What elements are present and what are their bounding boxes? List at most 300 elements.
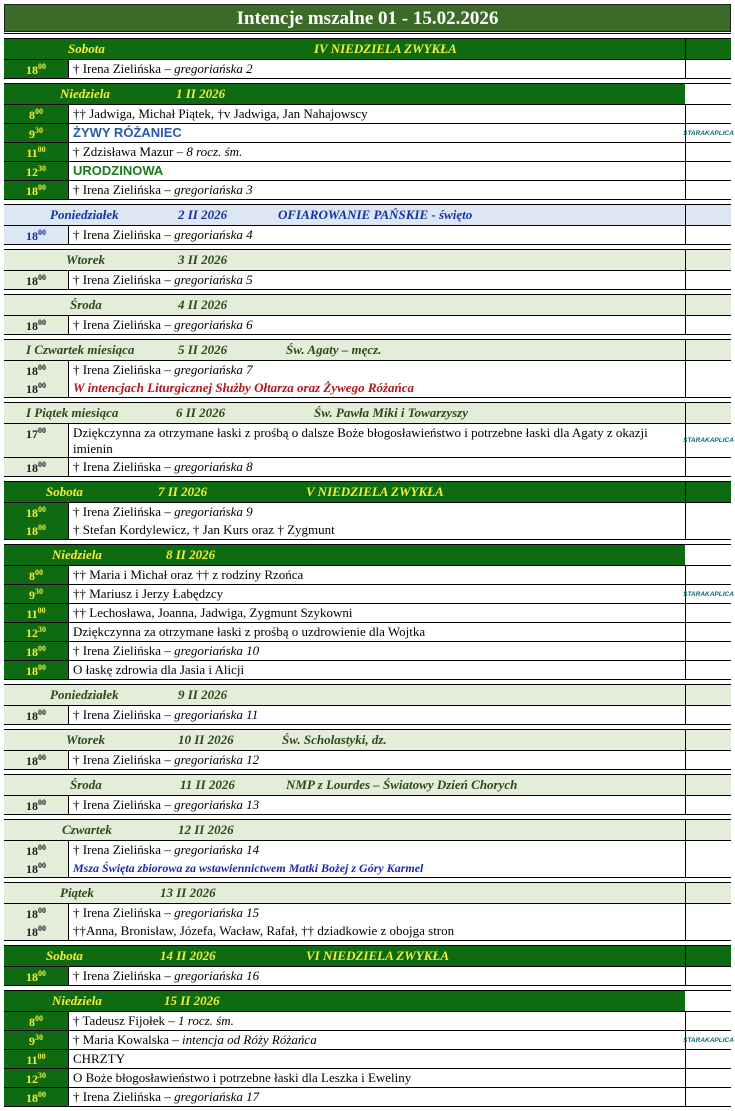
location-cell — [685, 361, 731, 379]
intention-main: Dziękczynna za otrzymane łaski z prośbą o uzdrowienie dla Wojtka — [73, 624, 426, 639]
mass-hour: 9 — [29, 127, 35, 141]
header-side-cell — [685, 482, 731, 502]
mass-time — [4, 1088, 69, 1106]
day-date: 2 II 2026 — [178, 207, 228, 222]
mass-intention-row — [4, 859, 731, 877]
mass-intention-row — [4, 751, 731, 769]
mass-intention-row — [4, 142, 731, 161]
mass-time — [4, 143, 69, 161]
mass-hour: 18 — [26, 63, 38, 77]
mass-minutes: 00 — [38, 318, 46, 327]
location-cell — [685, 967, 731, 985]
day-block — [4, 83, 734, 200]
intention-main: †† Jadwiga, Michał Piątek, †v Jadwiga, Jan Nahajowscy — [73, 106, 368, 121]
header-side-cell — [685, 820, 731, 840]
mass-time — [4, 105, 69, 123]
mass-minutes: 00 — [38, 273, 46, 282]
day-header — [4, 84, 731, 104]
day-header — [4, 403, 731, 423]
location-cell — [685, 271, 731, 289]
day-name: Wtorek — [66, 252, 105, 267]
location-label: STARA — [683, 129, 706, 137]
intention-main: CHRZTY — [73, 1051, 125, 1066]
day-block — [4, 544, 734, 680]
mass-intention-row — [4, 1012, 731, 1030]
mass-hour: 18 — [26, 229, 38, 243]
day-feast: VI NIEDZIELA ZWYKŁA — [306, 948, 450, 963]
header-side-cell — [685, 39, 731, 59]
mass-time — [4, 503, 69, 521]
mass-intention-row — [4, 161, 731, 180]
day-header — [4, 820, 731, 840]
location-cell — [685, 604, 731, 622]
intention-text — [69, 181, 685, 199]
mass-minutes: 00 — [38, 708, 46, 717]
intention-note: 1 rocz. śm. — [178, 1013, 234, 1028]
mass-intention-row — [4, 1087, 731, 1106]
mass-minutes: 30 — [38, 164, 46, 173]
mass-intention-row — [4, 660, 731, 679]
mass-intention-row — [4, 361, 731, 379]
mass-hour: 18 — [26, 524, 38, 538]
mass-minutes: 00 — [38, 924, 46, 933]
day-feast: Św. Scholastyki, dz. — [282, 732, 387, 747]
intention-note: gregoriańska 12 — [174, 752, 260, 767]
location-cell — [685, 316, 731, 334]
mass-time — [4, 181, 69, 199]
day-block — [4, 204, 731, 245]
intention-note: gregoriańska 15 — [174, 905, 260, 920]
intention-main: † Tadeusz Fijołek – — [73, 1013, 179, 1028]
intention-text — [69, 60, 685, 78]
intention-note: gregoriańska 2 — [174, 61, 253, 76]
day-header — [4, 295, 731, 315]
mass-minutes: 00 — [35, 107, 43, 116]
location-cell — [685, 1088, 731, 1106]
mass-minutes: 00 — [38, 523, 46, 532]
day-header — [4, 775, 731, 795]
mass-hour: 18 — [26, 799, 38, 813]
header-side-cell — [685, 403, 731, 423]
location-label: STARA — [683, 437, 706, 444]
mass-time — [4, 1050, 69, 1068]
intention-text — [69, 226, 685, 244]
location-cell — [685, 623, 731, 641]
mass-minutes: 30 — [35, 126, 43, 135]
mass-minutes: 00 — [38, 969, 46, 978]
intention-text — [69, 706, 685, 724]
days-table — [4, 38, 734, 1111]
mass-hour: 18 — [26, 1091, 38, 1105]
day-feast: NMP z Lourdes – Światowy Dzień Chorych — [286, 777, 518, 792]
location-cell — [685, 661, 731, 679]
mass-hour: 9 — [29, 1034, 35, 1048]
location-label: KAPLICA — [705, 590, 734, 598]
header-side-cell — [685, 775, 731, 795]
mass-hour: 18 — [26, 970, 38, 984]
intention-text — [69, 585, 685, 603]
day-name: Środa — [70, 777, 102, 792]
location-cell — [683, 124, 734, 142]
intention-main: † Irena Zielińska – — [73, 272, 175, 287]
mass-hour: 18 — [26, 274, 38, 288]
location-label: STARA — [683, 1036, 706, 1044]
intention-main: † Irena Zielińska – — [73, 968, 175, 983]
mass-hour: 18 — [26, 319, 38, 333]
mass-hour: 18 — [26, 754, 38, 768]
header-side-cell — [685, 340, 731, 360]
location-cell — [685, 1012, 731, 1030]
intention-text — [69, 424, 685, 457]
mass-minutes: 00 — [37, 606, 46, 615]
intention-note: gregoriańska 8 — [174, 459, 253, 474]
mass-intention-row — [4, 796, 731, 814]
mass-time — [4, 904, 69, 922]
intention-text — [69, 904, 685, 922]
mass-hour: 18 — [26, 925, 38, 939]
intention-text — [69, 566, 685, 584]
day-header — [4, 991, 731, 1011]
mass-hour: 8 — [29, 108, 35, 122]
intention-text — [69, 124, 685, 142]
intention-main: O Boże błogosławieństwo i potrzebne łaski dla Leszka i Eweliny — [73, 1070, 412, 1085]
mass-minutes: 00 — [38, 753, 46, 762]
intention-text — [69, 1088, 685, 1106]
location-cell — [685, 841, 731, 859]
intention-text — [69, 661, 685, 679]
day-date: 9 II 2026 — [178, 687, 228, 702]
day-date: 8 II 2026 — [166, 547, 216, 562]
location-cell — [683, 424, 734, 457]
day-date: 15 II 2026 — [164, 993, 220, 1008]
mass-time — [4, 60, 69, 78]
mass-intention-row — [4, 521, 731, 539]
mass-time — [4, 706, 69, 724]
mass-minutes: 00 — [35, 568, 43, 577]
intention-main: † Irena Zielińska – — [73, 1089, 175, 1104]
mass-intention-row — [4, 967, 731, 985]
day-date: 14 II 2026 — [160, 948, 216, 963]
header-side-cell — [685, 545, 731, 565]
location-label: KAPLICA — [705, 1036, 734, 1044]
header-side-cell — [685, 883, 731, 903]
location-cell — [683, 1031, 734, 1049]
intention-text — [69, 503, 685, 521]
mass-intention-row — [4, 566, 731, 584]
mass-hour: 11 — [26, 146, 38, 160]
day-block — [4, 819, 731, 878]
mass-hour: 12 — [26, 165, 38, 179]
mass-minutes: 00 — [38, 843, 46, 852]
intention-main: W intencjach Liturgicznej Służby Ołtarza oraz Żywego Różańca — [73, 380, 415, 395]
mass-minutes: 00 — [38, 505, 46, 514]
day-name: I Czwartek miesiąca — [26, 342, 135, 357]
day-block — [4, 882, 731, 941]
day-date: 13 II 2026 — [160, 885, 216, 900]
location-cell — [685, 566, 731, 584]
intention-main: Msza Święta zbiorowa za wstawiennictwem Matki Bożej z Góry Karmel — [73, 861, 424, 875]
day-header — [4, 250, 731, 270]
day-date: 3 II 2026 — [178, 252, 228, 267]
mass-time — [4, 796, 69, 814]
day-header — [4, 545, 731, 565]
mass-time — [4, 271, 69, 289]
location-cell — [685, 922, 731, 940]
page-title: Intencje mszalne 01 - 15.02.2026 — [4, 4, 731, 32]
intention-main: O łaskę zdrowia dla Jasia i Alicji — [73, 662, 245, 677]
header-side-cell — [685, 946, 731, 966]
mass-time — [4, 1012, 69, 1030]
mass-minutes: 00 — [38, 644, 46, 653]
mass-hour: 8 — [29, 569, 35, 583]
mass-time — [4, 162, 69, 180]
mass-intention-row — [4, 641, 731, 660]
day-date: 5 II 2026 — [178, 342, 228, 357]
mass-time — [4, 661, 69, 679]
day-header — [4, 730, 731, 750]
mass-minutes: 00 — [38, 906, 46, 915]
intention-text — [69, 162, 685, 180]
mass-minutes: 00 — [38, 381, 46, 390]
mass-time — [4, 424, 69, 457]
day-date: 4 II 2026 — [178, 297, 228, 312]
intention-text — [69, 922, 685, 940]
location-cell — [685, 1050, 731, 1068]
mass-intention-row — [4, 584, 734, 603]
location-cell — [685, 379, 731, 397]
location-cell — [685, 796, 731, 814]
mass-minutes: 30 — [38, 625, 46, 634]
intention-note: gregoriańska 6 — [174, 317, 253, 332]
intention-main: † Irena Zielińska – — [73, 504, 175, 519]
mass-time — [4, 521, 69, 539]
intention-note: gregoriańska 16 — [174, 968, 260, 983]
intention-main: † Zdzisława Mazur – — [73, 144, 187, 159]
day-name: Niedziela — [52, 547, 102, 562]
mass-intention-row — [4, 841, 731, 859]
mass-hour: 18 — [26, 664, 38, 678]
day-date: 6 II 2026 — [176, 405, 226, 420]
intention-main: URODZINOWA — [73, 163, 164, 178]
mass-hour: 11 — [26, 607, 38, 621]
day-feast: Św. Pawła Miki i Towarzyszy — [314, 405, 468, 420]
day-date: IV NIEDZIELA ZWYKŁA — [314, 41, 457, 56]
intention-main: † Irena Zielińska – — [73, 459, 175, 474]
intention-main: † Irena Zielińska – — [73, 362, 175, 377]
mass-minutes: 00 — [38, 798, 46, 807]
intention-main: † Irena Zielińska – — [73, 905, 175, 920]
mass-minutes: 00 — [38, 363, 46, 372]
mass-time — [4, 1031, 69, 1049]
intention-main: †† Lechosława, Joanna, Jadwiga, Zygmunt Szykowni — [73, 605, 353, 620]
intention-text — [69, 379, 685, 397]
location-cell — [685, 105, 731, 123]
header-side-cell — [685, 730, 731, 750]
day-block — [4, 249, 731, 290]
intention-text — [69, 623, 685, 641]
mass-minutes: 00 — [38, 861, 46, 870]
intention-note: gregoriańska 7 — [174, 362, 253, 377]
location-cell — [685, 60, 731, 78]
day-name: Niedziela — [60, 86, 110, 101]
day-block — [4, 339, 731, 398]
mass-hour: 18 — [26, 907, 38, 921]
header-side-cell — [685, 250, 731, 270]
mass-minutes: 30 — [35, 1033, 43, 1042]
intention-note: gregoriańska 11 — [174, 707, 259, 722]
intention-text — [69, 1069, 685, 1087]
mass-minutes: 00 — [37, 1052, 46, 1061]
mass-hour: 18 — [26, 184, 38, 198]
intention-main: † Irena Zielińska – — [73, 752, 175, 767]
mass-hour: 18 — [26, 844, 38, 858]
mass-hour: 17 — [26, 427, 38, 441]
mass-time — [4, 967, 69, 985]
day-name: Poniedziałek — [50, 687, 119, 702]
location-cell — [685, 226, 731, 244]
mass-hour: 9 — [29, 588, 35, 602]
day-block — [4, 402, 734, 477]
mass-intention-row — [4, 379, 731, 397]
intention-main: † Irena Zielińska – — [73, 842, 175, 857]
intention-note: gregoriańska 17 — [174, 1089, 260, 1104]
mass-time — [4, 859, 69, 877]
day-block — [4, 481, 731, 540]
mass-time — [4, 361, 69, 379]
mass-hour: 18 — [26, 645, 38, 659]
location-label: KAPLICA — [705, 129, 734, 137]
mass-intention-row — [4, 105, 731, 123]
intention-main: † Irena Zielińska – — [73, 61, 175, 76]
location-cell — [685, 521, 731, 539]
day-block — [4, 945, 731, 986]
day-name: Sobota — [68, 41, 105, 56]
intention-main: † Irena Zielińska – — [73, 317, 175, 332]
intention-note: gregoriańska 9 — [174, 504, 253, 519]
mass-time — [4, 623, 69, 641]
intention-text — [69, 642, 685, 660]
mass-time — [4, 751, 69, 769]
intention-text — [69, 967, 685, 985]
mass-hour: 18 — [26, 461, 38, 475]
intention-text — [69, 604, 685, 622]
mass-minutes: 30 — [35, 587, 43, 596]
intention-text — [69, 1050, 685, 1068]
location-cell — [685, 859, 731, 877]
day-feast: V NIEDZIELA ZWYKŁA — [306, 484, 444, 499]
location-cell — [685, 751, 731, 769]
divider — [4, 33, 731, 34]
day-date: 11 II 2026 — [180, 777, 235, 792]
intention-note: gregoriańska 10 — [174, 643, 260, 658]
day-name: Wtorek — [66, 732, 105, 747]
intention-main: † Irena Zielińska – — [73, 182, 175, 197]
location-cell — [683, 585, 734, 603]
day-header — [4, 946, 731, 966]
intention-main: † Stefan Kordylewicz, † Jan Kurs oraz † Zygmunt — [73, 522, 335, 537]
intention-main: † Irena Zielińska – — [73, 643, 175, 658]
intention-main: † Irena Zielińska – — [73, 227, 175, 242]
intention-text — [69, 1031, 685, 1049]
mass-time — [4, 226, 69, 244]
mass-minutes: 30 — [38, 1071, 46, 1080]
header-side-cell — [685, 84, 731, 104]
day-name: Niedziela — [52, 993, 102, 1008]
mass-intention-row — [4, 603, 731, 622]
location-cell — [685, 706, 731, 724]
location-cell — [685, 642, 731, 660]
intention-main: † Maria Kowalska – — [73, 1032, 183, 1047]
day-header — [4, 39, 731, 59]
mass-hour: 12 — [26, 1072, 38, 1086]
mass-intention-row — [4, 904, 731, 922]
day-date: 12 II 2026 — [178, 822, 234, 837]
mass-intention-row — [4, 1030, 734, 1049]
mass-hour: 11 — [26, 1053, 38, 1067]
day-name: I Piątek miesiąca — [26, 405, 119, 420]
location-cell — [685, 503, 731, 521]
mass-hour: 12 — [26, 626, 38, 640]
mass-minutes: 00 — [37, 145, 46, 154]
intention-main: †† Maria i Michał oraz †† z rodziny Rzońca — [73, 567, 304, 582]
location-cell — [685, 458, 731, 476]
day-name: Sobota — [46, 948, 83, 963]
intention-note: gregoriańska 13 — [174, 797, 260, 812]
location-cell — [685, 143, 731, 161]
mass-minutes: 00 — [38, 183, 46, 192]
mass-intention-row — [4, 457, 731, 476]
intention-main: ††Anna, Bronisław, Józefa, Wacław, Rafał, †† dziadkowie z obojga stron — [73, 923, 455, 938]
mass-intention-row — [4, 226, 731, 244]
mass-time — [4, 124, 69, 142]
mass-hour: 18 — [26, 364, 38, 378]
mass-time — [4, 922, 69, 940]
day-block — [4, 990, 734, 1107]
day-block — [4, 729, 731, 770]
mass-intention-row — [4, 123, 734, 142]
mass-hour: 18 — [26, 506, 38, 520]
intention-text — [69, 143, 685, 161]
intention-note: gregoriańska 3 — [174, 182, 253, 197]
mass-hour: 18 — [26, 382, 38, 396]
intention-main: Dziękczynna za otrzymane łaski z prośbą o dalsze Boże błogosławieństwo i potrzebne łaski dla Agaty z okazji imienin — [73, 425, 648, 456]
day-date: 7 II 2026 — [158, 484, 208, 499]
intention-text — [69, 521, 685, 539]
intention-note: intencja od Róży Różańca — [182, 1032, 317, 1047]
location-cell — [685, 1069, 731, 1087]
mass-intention-row — [4, 922, 731, 940]
day-block — [4, 38, 731, 79]
mass-intention-row — [4, 60, 731, 78]
mass-intention-row — [4, 424, 734, 457]
day-name: Sobota — [46, 484, 83, 499]
mass-minutes: 00 — [38, 663, 46, 672]
day-block — [4, 684, 731, 725]
mass-time — [4, 841, 69, 859]
intention-note: 8 rocz. śm. — [186, 144, 243, 159]
intention-text — [69, 859, 685, 877]
mass-minutes: 00 — [35, 1014, 43, 1023]
mass-minutes: 00 — [38, 426, 46, 435]
mass-time — [4, 585, 69, 603]
day-header — [4, 883, 731, 903]
mass-time — [4, 458, 69, 476]
mass-time — [4, 566, 69, 584]
intention-text — [69, 105, 685, 123]
intention-main: † Irena Zielińska – — [73, 707, 175, 722]
intention-note: gregoriańska 14 — [174, 842, 260, 857]
mass-intention-row — [4, 503, 731, 521]
